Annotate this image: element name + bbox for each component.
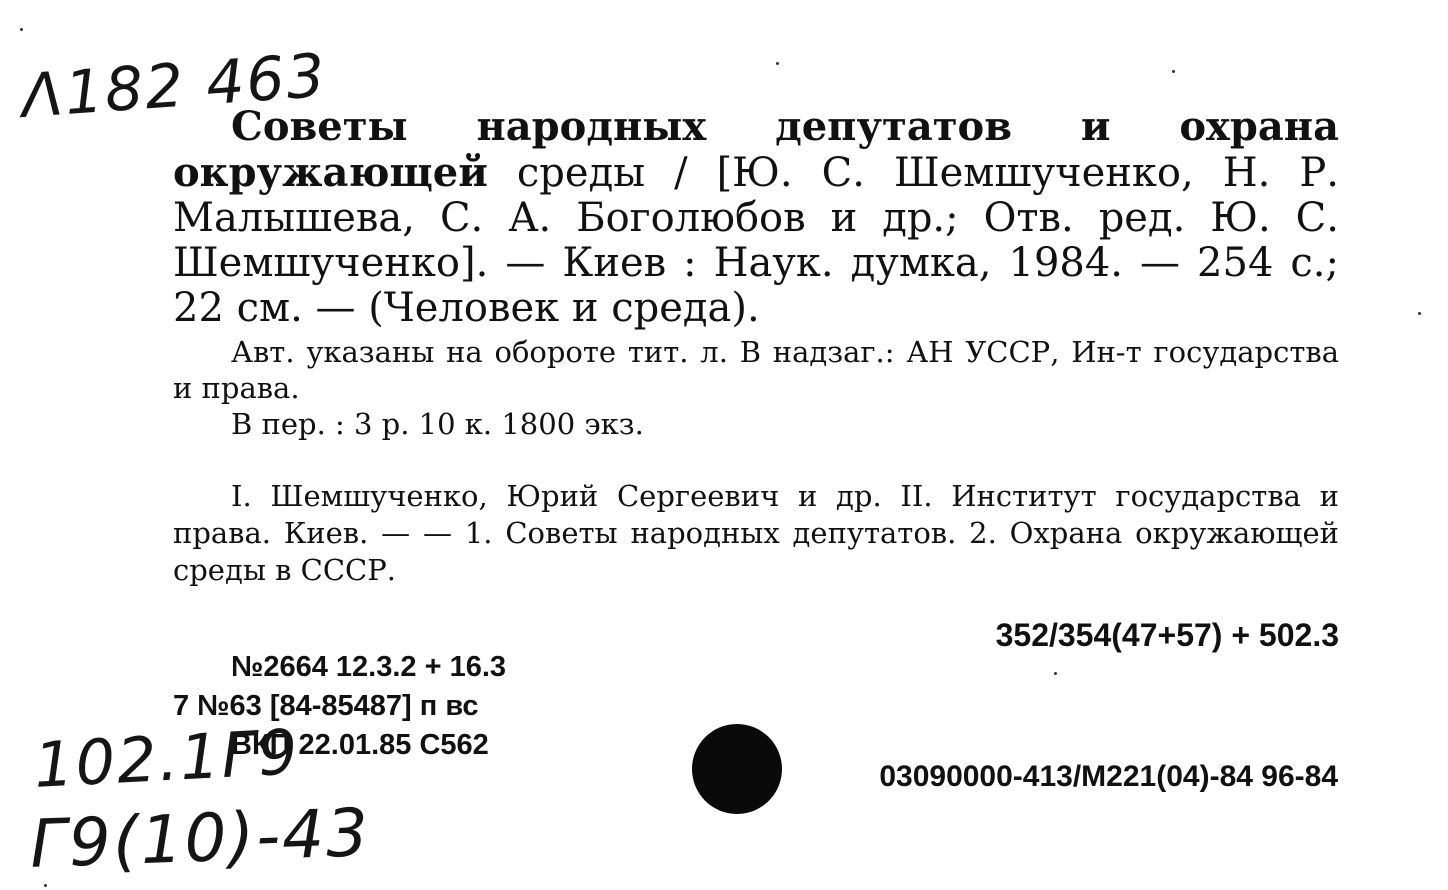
- handwritten-call-number: Λ182 463: [19, 40, 329, 132]
- serial-number: 03090000-413/М221(04)-84 96-84: [879, 760, 1338, 793]
- note-authors: Авт. указаны на обороте тит. л. В надзаг.: АН УССР, Ин-т государства и права.: [173, 335, 1339, 405]
- tracings-text: I. Шемшученко, Юрий Сергеевич и др. II. Институт государства и права. Киев. — — 1. Советы народных депутатов. 2. Охрана окружающей среды в СССР.: [173, 479, 1339, 587]
- punch-hole: [692, 724, 782, 814]
- print-speck: [1054, 672, 1057, 675]
- entry-title: Советы народных депутатов и охрана окружающей: [173, 103, 1339, 196]
- code-line-2: 7 №63 [84-85487] п вс: [173, 690, 479, 722]
- note-price: В пер. : 3 р. 10 к. 1800 экз.: [231, 407, 644, 441]
- classification-index: 352/354(47+57) + 502.3: [995, 617, 1339, 653]
- notes-block: [173, 334, 1339, 442]
- code-line-1: №2664 12.3.2 + 16.3: [231, 651, 507, 683]
- handwritten-shelf-number: Г9(10)-43: [28, 794, 372, 883]
- print-speck: [1172, 70, 1175, 73]
- print-speck: [44, 884, 47, 887]
- print-speck: [20, 28, 23, 31]
- code-line-3: ВКП 22.01.85 С562: [231, 729, 489, 761]
- tracings-block: [173, 478, 1339, 589]
- entry-description: среды / [Ю. С. Шемшученко, Н. Р. Малышева, С. А. Боголюбов и др.; Отв. ред. Ю. С. Шемшученко]. — Киев : Наук. думка, 1984. — 254 с.; 22 см. — (Человек и среда).: [173, 150, 1339, 331]
- bibliographic-entry: [173, 104, 1339, 331]
- print-speck: [776, 62, 779, 65]
- print-speck: [1418, 312, 1421, 315]
- handwritten-class-number: 102.1Г9: [32, 715, 302, 802]
